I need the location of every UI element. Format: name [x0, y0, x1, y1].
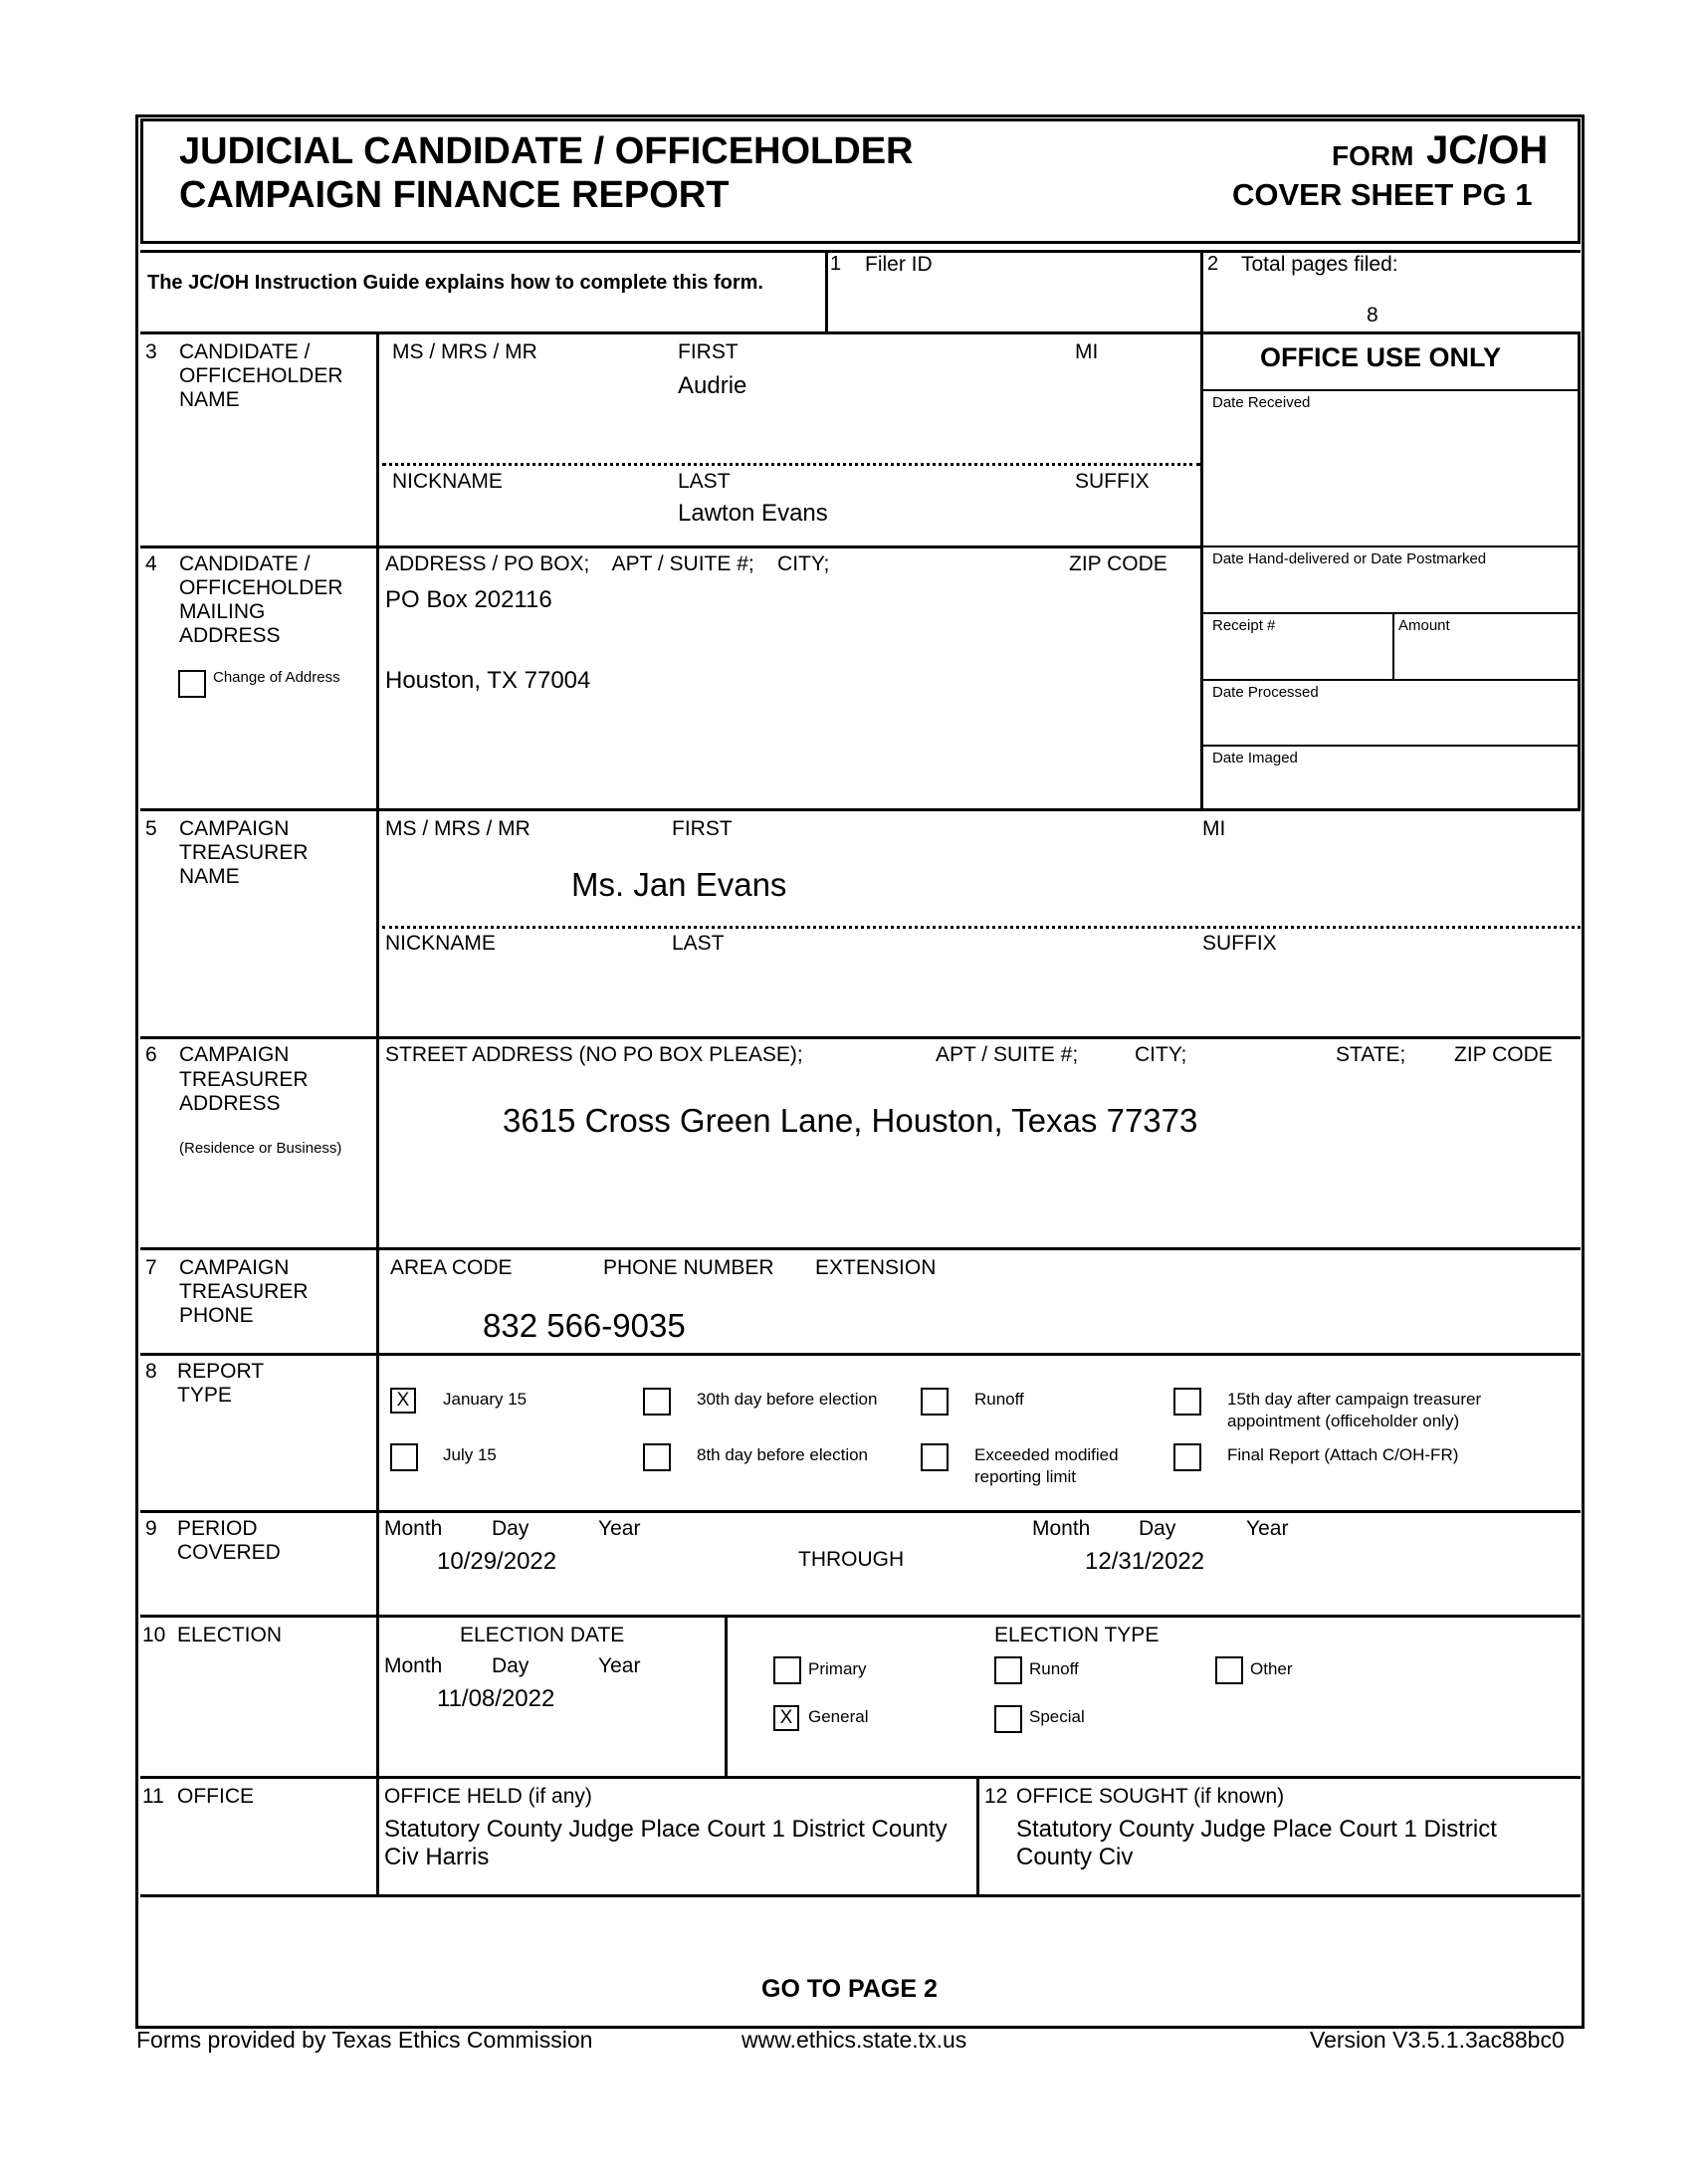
divider: [140, 331, 1201, 334]
divider: [825, 250, 828, 334]
s9-from-day: Day: [492, 1517, 530, 1540]
s3-num: 3: [145, 340, 157, 363]
s3-nickname-label: NICKNAME: [392, 470, 503, 493]
s6-address-value[interactable]: 3615 Cross Green Lane, Houston, Texas 77373: [503, 1102, 1198, 1139]
s6-sub-label: (Residence or Business): [179, 1140, 342, 1157]
date-hand-delivered-label: Date Hand-delivered or Date Postmarked: [1212, 550, 1487, 567]
divider: [140, 1353, 1581, 1356]
day30-checkbox[interactable]: [643, 1388, 671, 1416]
day30-label: 30th day before election: [697, 1390, 878, 1409]
s9-to-month: Month: [1032, 1517, 1091, 1540]
s10-type-title: ELECTION TYPE: [994, 1624, 1160, 1646]
change-of-address-checkbox[interactable]: [178, 670, 206, 698]
s3-mi-label: MI: [1075, 340, 1099, 363]
s5-last-label: LAST: [672, 932, 725, 955]
s4-zip-label: ZIP CODE: [1069, 552, 1167, 575]
filer-id-label: Filer ID: [865, 253, 933, 276]
s11-label: OFFICE: [177, 1785, 254, 1808]
s5-name-value[interactable]: Ms. Jan Evans: [571, 866, 787, 903]
s12-sought-label: OFFICE SOUGHT (if known): [1016, 1785, 1285, 1808]
s6-num: 6: [145, 1043, 157, 1066]
form-title-line2: CAMPAIGN FINANCE REPORT: [179, 174, 730, 216]
runoff-election-checkbox[interactable]: [994, 1656, 1022, 1684]
amount-label: Amount: [1398, 617, 1450, 634]
s4-address-line2[interactable]: Houston, TX 77004: [385, 667, 591, 694]
s3-label-1: CANDIDATE /: [179, 340, 311, 363]
primary-checkbox[interactable]: [773, 1656, 801, 1684]
s10-month: Month: [384, 1654, 443, 1677]
form-title-line1: JUDICIAL CANDIDATE / OFFICEHOLDER: [179, 130, 914, 172]
s8-label-1: REPORT: [177, 1360, 265, 1383]
cover-sheet-label: COVER SHEET PG 1: [1232, 177, 1533, 212]
s12-sought-value[interactable]: Statutory County Judge Place Court 1 District County Civ: [1016, 1816, 1497, 1870]
divider: [1200, 546, 1581, 547]
s6-state-label: STATE;: [1336, 1043, 1406, 1066]
s6-label-1: CAMPAIGN: [179, 1043, 290, 1066]
divider: [140, 808, 1581, 811]
divider: [1200, 389, 1581, 391]
other-label: Other: [1250, 1659, 1293, 1678]
divider: [1200, 612, 1581, 614]
s5-num: 5: [145, 817, 157, 840]
s9-label-1: PERIOD: [177, 1517, 258, 1540]
s7-label-1: CAMPAIGN: [179, 1256, 290, 1279]
divider: [1392, 612, 1394, 679]
jan15-checkbox[interactable]: X: [390, 1388, 416, 1414]
divider: [382, 926, 1581, 929]
divider: [140, 1894, 1581, 1897]
s9-through: THROUGH: [798, 1548, 905, 1571]
s3-first-value[interactable]: Audrie: [678, 372, 747, 399]
s7-num: 7: [145, 1256, 157, 1279]
s7-ext-label: EXTENSION: [815, 1256, 937, 1279]
s6-street-label: STREET ADDRESS (NO PO BOX PLEASE);: [385, 1043, 803, 1066]
s3-label-2: OFFICEHOLDER: [179, 364, 343, 387]
s7-label-2: TREASURER: [179, 1280, 309, 1303]
change-of-address-label: Change of Address: [213, 669, 340, 686]
s3-suffix-label: SUFFIX: [1075, 470, 1150, 493]
s7-phone-value[interactable]: 832 566-9035: [483, 1307, 686, 1344]
s7-label-3: PHONE: [179, 1304, 254, 1327]
s5-label-2: TREASURER: [179, 841, 309, 864]
go-to-page-2: GO TO PAGE 2: [761, 1975, 938, 2003]
general-label: General: [808, 1707, 869, 1726]
final-report-label: Final Report (Attach C/OH-FR): [1227, 1445, 1459, 1464]
s12-num: 12: [984, 1785, 1008, 1808]
s8-label-2: TYPE: [177, 1384, 232, 1407]
divider: [140, 1615, 1581, 1618]
primary-label: Primary: [808, 1659, 867, 1678]
s4-num: 4: [145, 552, 157, 575]
s10-label: ELECTION: [177, 1624, 283, 1646]
s3-ms-label: MS / MRS / MR: [392, 340, 537, 363]
runoff-report-label: Runoff: [974, 1390, 1024, 1409]
day8-label: 8th day before election: [697, 1445, 869, 1464]
s5-mi-label: MI: [1202, 817, 1226, 840]
s6-label-2: TREASURER: [179, 1068, 309, 1091]
day8-checkbox[interactable]: [643, 1443, 671, 1471]
divider: [382, 463, 1200, 466]
day15-label-2: appointment (officeholder only): [1227, 1412, 1460, 1430]
divider: [976, 1776, 979, 1896]
special-label: Special: [1029, 1707, 1085, 1726]
receipt-label: Receipt #: [1212, 617, 1276, 634]
divider: [140, 1776, 1581, 1779]
s8-num: 8: [145, 1360, 157, 1383]
s4-address-label: ADDRESS / PO BOX; APT / SUITE #; CITY;: [385, 552, 830, 575]
s4-label-1: CANDIDATE /: [179, 552, 311, 575]
s11-held-label: OFFICE HELD (if any): [384, 1785, 592, 1808]
divider: [140, 546, 1201, 548]
s9-to-year: Year: [1246, 1517, 1289, 1540]
footer-provided: Forms provided by Texas Ethics Commission: [136, 2027, 593, 2053]
jul15-label: July 15: [443, 1445, 497, 1464]
s4-label-2: OFFICEHOLDER: [179, 576, 343, 599]
divider: [725, 1615, 728, 1779]
total-pages-label: Total pages filed:: [1241, 253, 1398, 276]
s10-num: 10: [142, 1624, 166, 1646]
s9-to-day: Day: [1139, 1517, 1176, 1540]
s10-date-value[interactable]: 11/08/2022: [437, 1685, 555, 1712]
date-processed-label: Date Processed: [1212, 684, 1319, 701]
footer-version: Version V3.5.1.3ac88bc0: [1310, 2027, 1565, 2053]
runoff-election-label: Runoff: [1029, 1659, 1079, 1678]
final-report-checkbox[interactable]: [1173, 1443, 1201, 1471]
total-pages-value[interactable]: 8: [1367, 304, 1378, 327]
s9-from-year: Year: [598, 1517, 641, 1540]
divider: [1200, 250, 1203, 334]
s10-year: Year: [598, 1654, 641, 1677]
other-checkbox[interactable]: [1215, 1656, 1243, 1684]
s7-area-label: AREA CODE: [390, 1256, 513, 1279]
s9-to-value[interactable]: 12/31/2022: [1085, 1548, 1205, 1575]
s10-day: Day: [492, 1654, 530, 1677]
divider: [1200, 745, 1581, 747]
s11-held-value[interactable]: Statutory County Judge Place Court 1 District County Civ Harris: [384, 1816, 948, 1870]
form-word: FORM: [1332, 140, 1414, 171]
filer-id-num: 1: [830, 253, 842, 275]
instruction-text: The JC/OH Instruction Guide explains how to complete this form.: [147, 272, 763, 294]
runoff-report-checkbox[interactable]: [921, 1388, 949, 1416]
s4-label-4: ADDRESS: [179, 624, 281, 647]
date-received-label: Date Received: [1212, 394, 1311, 411]
s6-apt-label: APT / SUITE #;: [936, 1043, 1079, 1066]
s3-last-value[interactable]: Lawton Evans: [678, 500, 828, 527]
footer-url[interactable]: www.ethics.state.tx.us: [742, 2027, 967, 2053]
s5-label-3: NAME: [179, 865, 240, 888]
s7-phone-label: PHONE NUMBER: [603, 1256, 774, 1279]
general-checkbox[interactable]: X: [773, 1705, 799, 1731]
s10-date-title: ELECTION DATE: [460, 1624, 625, 1646]
s3-label-3: NAME: [179, 388, 240, 411]
special-checkbox[interactable]: [994, 1705, 1022, 1733]
s5-label-1: CAMPAIGN: [179, 817, 290, 840]
s9-from-month: Month: [384, 1517, 443, 1540]
form-code: JC/OH: [1426, 128, 1549, 172]
s6-label-3: ADDRESS: [179, 1092, 281, 1115]
s9-num: 9: [145, 1517, 157, 1540]
divider: [1200, 679, 1581, 681]
s3-last-label: LAST: [678, 470, 731, 493]
jan15-label: January 15: [443, 1390, 528, 1409]
s9-from-value[interactable]: 10/29/2022: [437, 1548, 557, 1575]
s11-num: 11: [142, 1785, 164, 1808]
s3-first-label: FIRST: [678, 340, 739, 363]
exceeded-checkbox[interactable]: [921, 1443, 949, 1471]
total-pages-num: 2: [1207, 253, 1219, 275]
office-use-title: OFFICE USE ONLY: [1260, 342, 1502, 372]
date-imaged-label: Date Imaged: [1212, 750, 1298, 766]
jul15-checkbox[interactable]: [390, 1443, 418, 1471]
s5-nickname-label: NICKNAME: [385, 932, 496, 955]
s4-address-line1[interactable]: PO Box 202116: [385, 586, 552, 613]
divider: [140, 1247, 1581, 1250]
s5-ms-label: MS / MRS / MR: [385, 817, 530, 840]
divider: [376, 331, 379, 1896]
s5-first-label: FIRST: [672, 817, 733, 840]
s6-zip-label: ZIP CODE: [1454, 1043, 1553, 1066]
divider: [140, 1510, 1581, 1513]
s9-label-2: COVERED: [177, 1541, 281, 1564]
divider: [140, 1036, 1581, 1039]
exceeded-label-2: reporting limit: [974, 1467, 1077, 1486]
exceeded-label-1: Exceeded modified: [974, 1445, 1119, 1464]
day15-checkbox[interactable]: [1173, 1388, 1201, 1416]
s5-suffix-label: SUFFIX: [1202, 932, 1277, 955]
s6-city-label: CITY;: [1135, 1043, 1187, 1066]
s4-label-3: MAILING: [179, 600, 266, 623]
day15-label-1: 15th day after campaign treasurer: [1227, 1390, 1482, 1409]
